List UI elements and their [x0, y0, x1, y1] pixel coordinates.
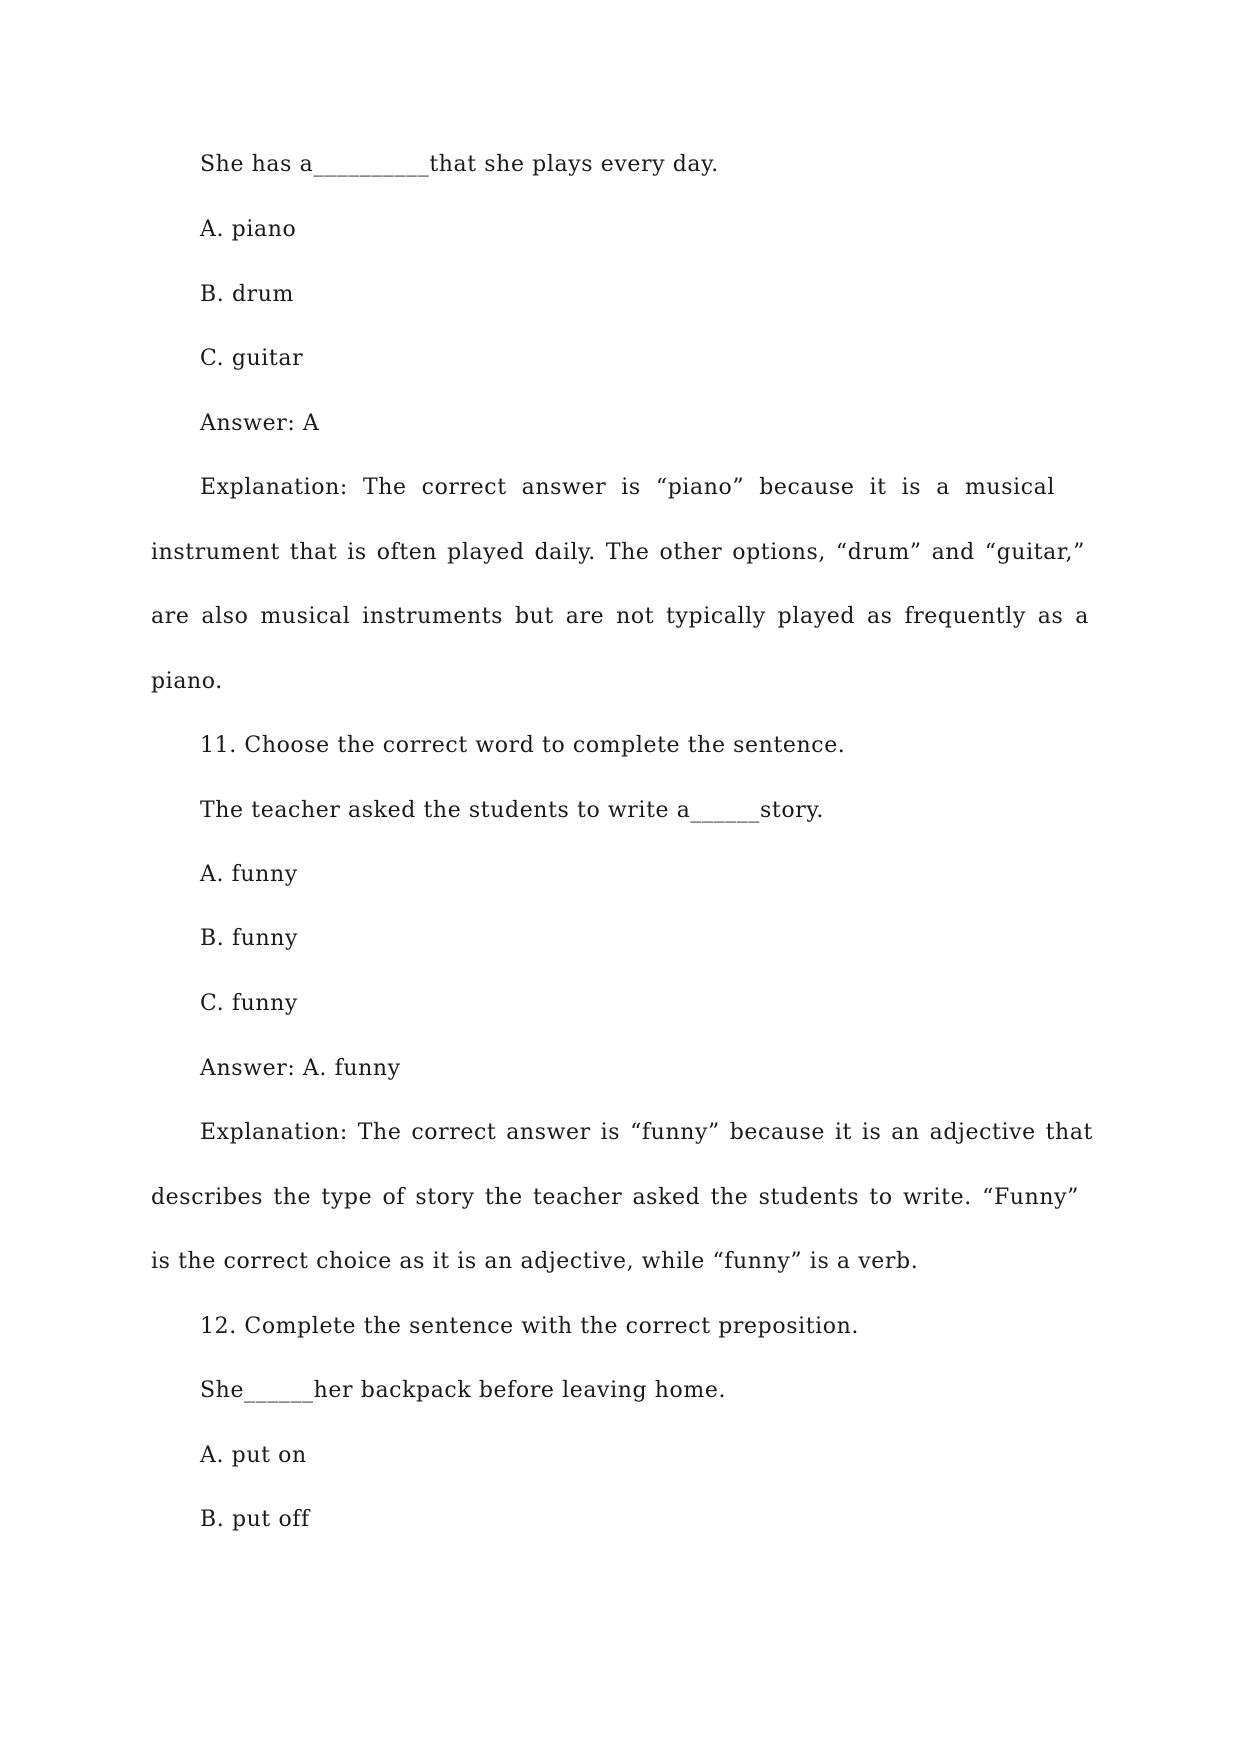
- option-c: C. guitar: [200, 346, 304, 371]
- question-sentence: She has a__________that she plays every day.: [200, 152, 719, 177]
- explanation-line: are also musical instruments but are not typically played as frequently as a: [151, 604, 1089, 629]
- explanation-line: piano.: [151, 669, 223, 694]
- question-sentence: She______her backpack before leaving home.: [200, 1378, 727, 1403]
- option-b: B. put off: [200, 1507, 310, 1532]
- option-a: A. funny: [200, 862, 298, 887]
- option-b: B. funny: [200, 926, 299, 951]
- answer-line: Answer: A. funny: [200, 1056, 401, 1081]
- question-sentence: The teacher asked the students to write a______story.: [200, 798, 825, 823]
- question-heading: 12. Complete the sentence with the correct preposition.: [200, 1314, 860, 1339]
- explanation-line: instrument that is often played daily. The other options, “drum” and “guitar,”: [151, 540, 1085, 565]
- question-heading: 11. Choose the correct word to complete the sentence.: [200, 733, 846, 758]
- option-c: C. funny: [200, 991, 298, 1016]
- answer-line: Answer: A: [200, 411, 320, 436]
- option-a: A. put on: [200, 1443, 307, 1468]
- explanation-line: Explanation: The correct answer is “funny” because it is an adjective that: [200, 1120, 1093, 1145]
- option-b: B. drum: [200, 282, 294, 307]
- explanation-line: Explanation: The correct answer is “piano” because it is a musical: [200, 475, 1055, 500]
- option-a: A. piano: [200, 217, 297, 242]
- explanation-line: describes the type of story the teacher asked the students to write. “Funny”: [151, 1185, 1079, 1210]
- explanation-line: is the correct choice as it is an adjective, while “funny” is a verb.: [151, 1249, 919, 1274]
